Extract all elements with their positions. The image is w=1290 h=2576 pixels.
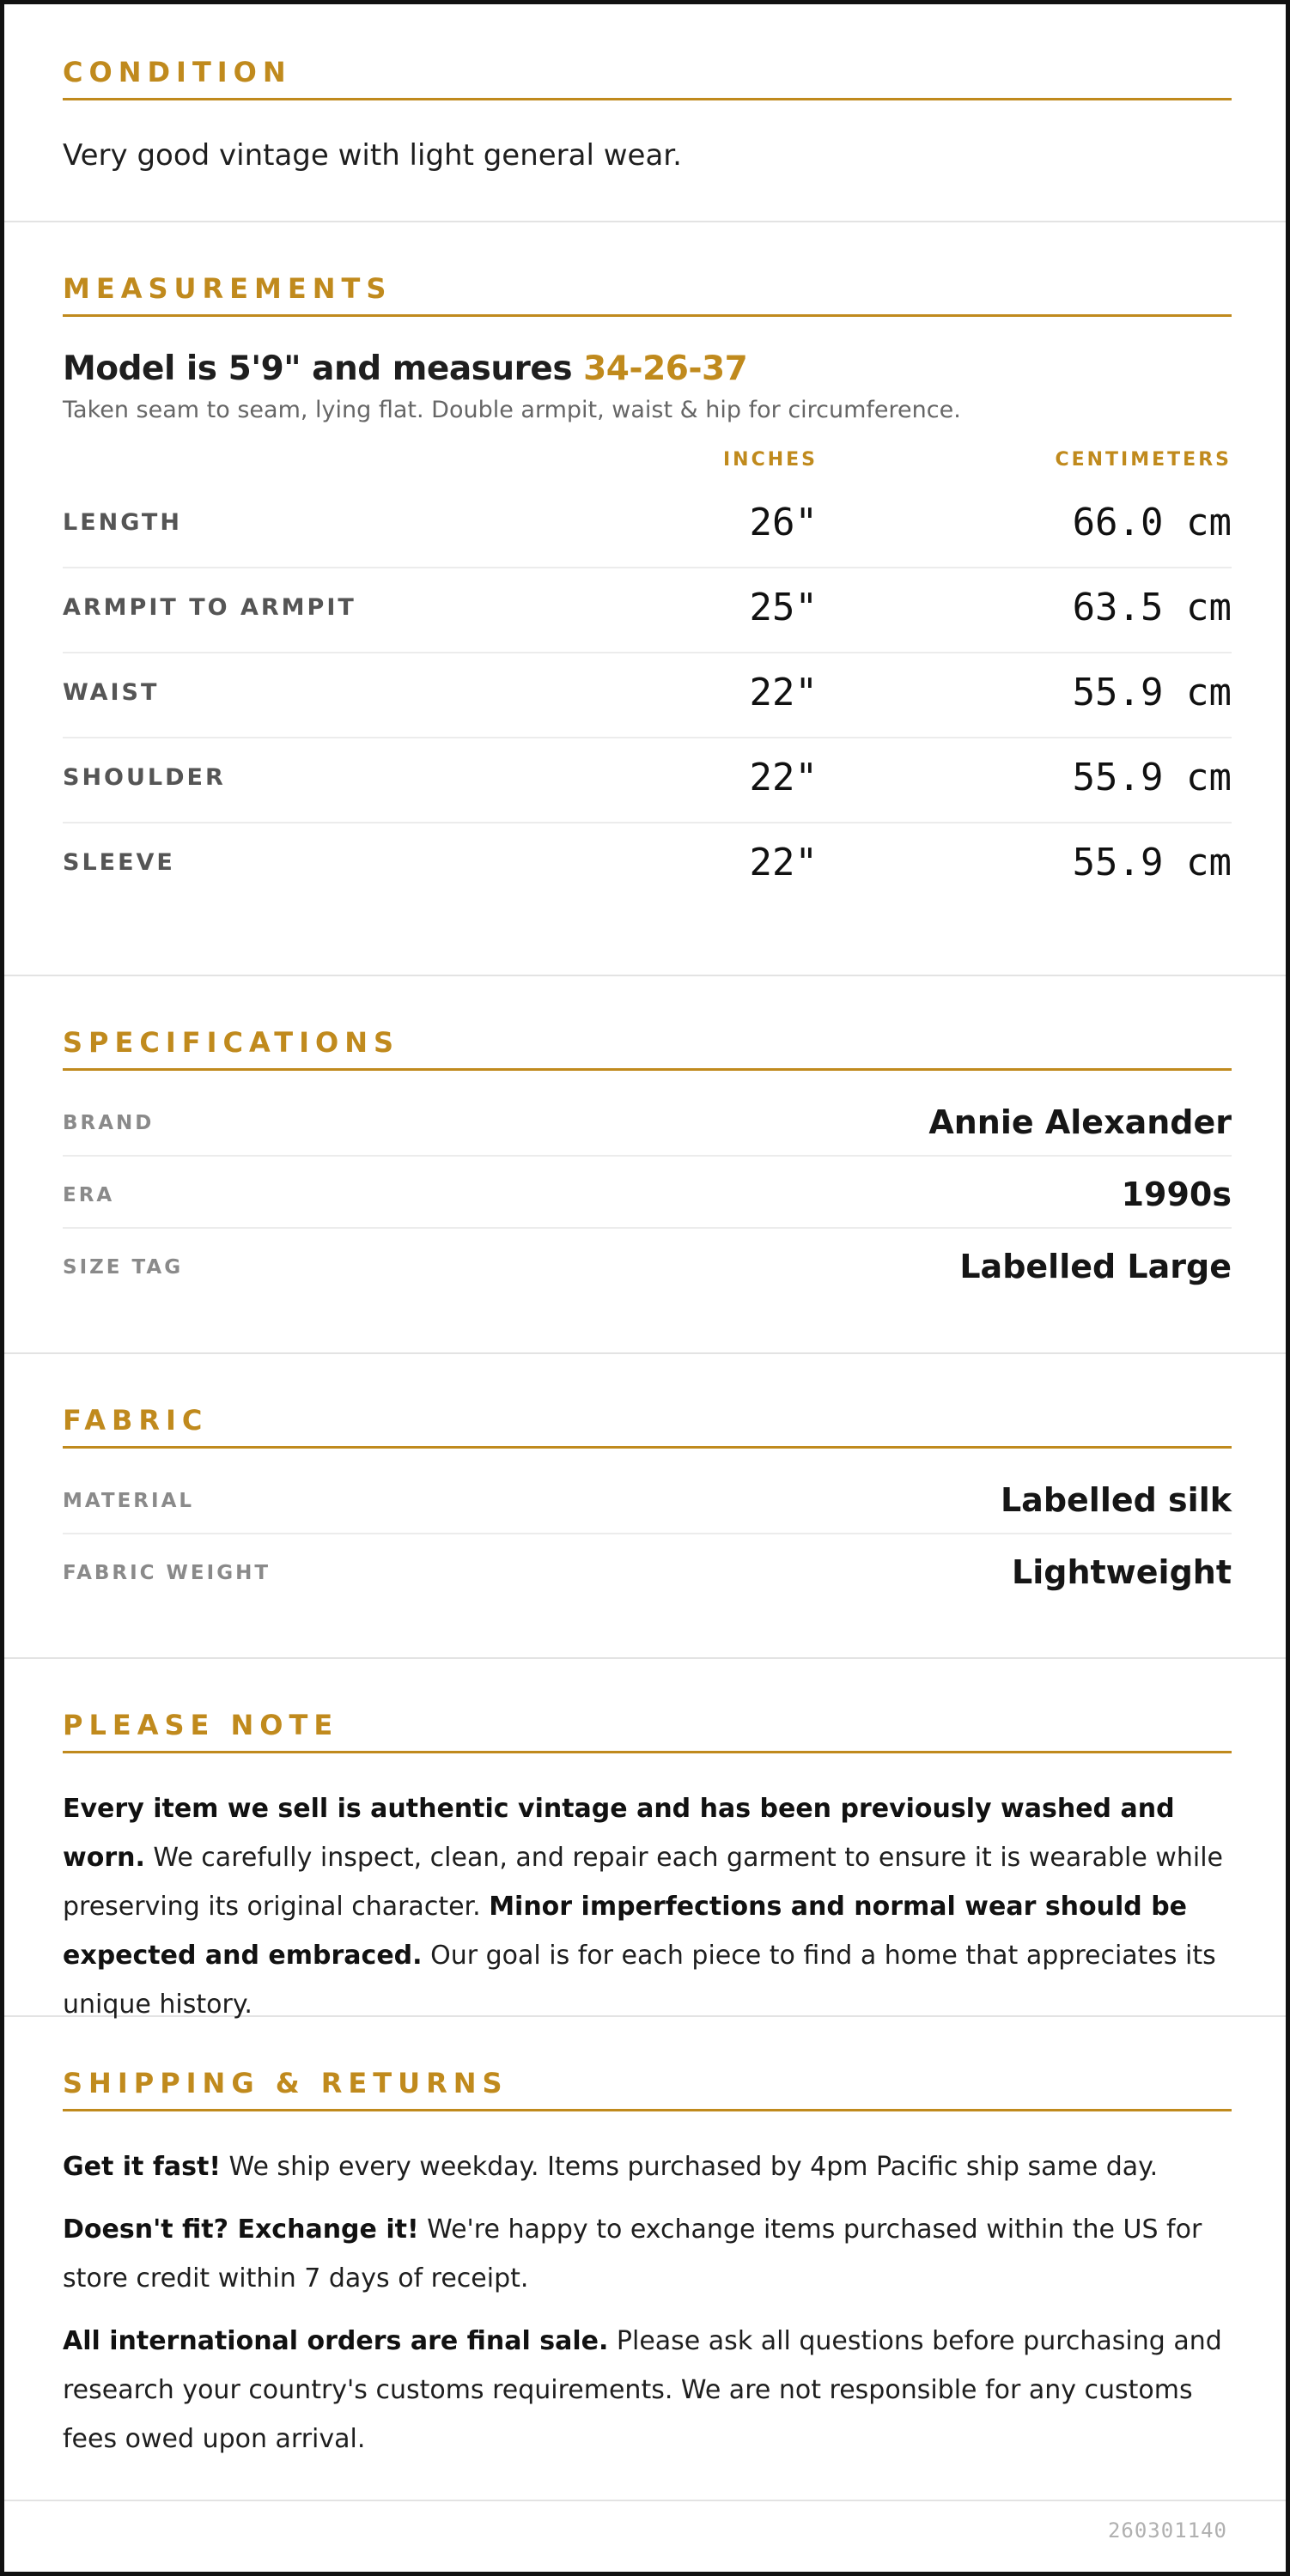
fabric-value: Lightweight [1012, 1553, 1232, 1591]
shipping-heading: SHIPPING & RETURNS [63, 2063, 1232, 2111]
measurement-row [63, 738, 1232, 823]
measurement-cm: 55.9 cm [1072, 670, 1232, 714]
spec-value: Labelled Large [959, 1248, 1232, 1285]
measurement-inches: 22" [749, 670, 818, 714]
measurement-row [63, 653, 1232, 738]
measurement-label: WAIST [63, 678, 160, 706]
fabric-row [63, 1534, 1232, 1607]
measurement-inches: 22" [749, 840, 818, 884]
spec-key: SIZE TAG [63, 1256, 184, 1279]
measurement-cm: 66.0 cm [1072, 500, 1232, 544]
note-bold-2: Minor imperfections and normal wear should be expected and embraced. [63, 1892, 1188, 1971]
note-text-1: We carefully inspect, clean, and repair each garment to ensure it is wearable while preserving its original character. [63, 1843, 1223, 1922]
item-code: 260301140 [1107, 2518, 1227, 2543]
measurement-row [63, 483, 1232, 568]
fabric-value: Labelled silk [1000, 1481, 1232, 1519]
spec-row [63, 1229, 1232, 1301]
please-note-text [63, 1784, 1232, 2029]
measurement-row [63, 823, 1232, 908]
specifications-heading: SPECIFICATIONS [63, 1023, 1232, 1071]
fabric-list [63, 1462, 1232, 1607]
fabric-row [63, 1462, 1232, 1534]
fabric-heading: FABRIC [63, 1400, 1232, 1449]
exchange-text: We're happy to exchange items purchased within the US for store credit within 7 days of receipt. [63, 2215, 1202, 2293]
measurements-section [4, 222, 1286, 976]
measurement-cm: 55.9 cm [1072, 755, 1232, 799]
spec-key: BRAND [63, 1112, 155, 1134]
exchange-bold: Doesn't fit? Exchange it! [63, 2215, 419, 2245]
measurement-label: SHOULDER [63, 763, 226, 791]
spec-value: Annie Alexander [928, 1103, 1232, 1141]
model-measurements [63, 349, 1232, 390]
please-note-section [4, 1659, 1286, 2020]
inches-column-header: INCHES [722, 448, 818, 471]
measurement-table [63, 483, 1232, 908]
condition-text: Very good vintage with light general wear. [63, 138, 682, 173]
measurement-inches: 22" [749, 755, 818, 799]
exchange-paragraph [63, 2205, 1232, 2303]
international-bold: All international orders are final sale. [63, 2326, 609, 2356]
measurement-cm: 63.5 cm [1072, 585, 1232, 629]
spec-row [63, 1084, 1232, 1157]
shipping-returns-section [4, 2017, 1286, 2501]
spec-key: ERA [63, 1184, 115, 1206]
specifications-section [4, 976, 1286, 1354]
measurement-label: SLEEVE [63, 848, 175, 876]
shipping-text: We ship every weekday. Items purchased by 4pm Pacific ship same day. [221, 2152, 1159, 2182]
measurements-subtitle: Taken seam to seam, lying flat. Double armpit, waist & hip for circumference. [63, 396, 961, 423]
condition-heading: CONDITION [63, 52, 1232, 100]
fabric-key: FABRIC WEIGHT [63, 1562, 271, 1584]
model-prefix: Model is 5'9" and measures [63, 349, 573, 388]
measurement-label: LENGTH [63, 508, 182, 536]
shipping-bold: Get it fast! [63, 2152, 221, 2182]
note-bold-1: Every item we sell is authentic vintage and has been previously washed and worn. [63, 1794, 1175, 1873]
measurement-inches: 26" [749, 500, 818, 544]
international-text: Please ask all questions before purchasing and research your country's customs requirements. We are not responsible for any customs fees owed upon arrival. [63, 2326, 1222, 2454]
note-text-2: Our goal is for each piece to find a home that appreciates its unique history. [63, 1941, 1216, 2020]
measurement-column-headers [63, 449, 1232, 483]
fabric-section [4, 1354, 1286, 1659]
shipping-paragraph [63, 2142, 1232, 2191]
fabric-key: MATERIAL [63, 1490, 195, 1512]
condition-section [4, 4, 1286, 222]
specifications-list [63, 1084, 1232, 1301]
measurement-row [63, 568, 1232, 653]
spec-row [63, 1157, 1232, 1229]
international-paragraph [63, 2317, 1232, 2464]
model-measure-value: 34-26-37 [583, 349, 748, 388]
measurement-label: ARMPIT TO ARMPIT [63, 593, 356, 621]
spec-value: 1990s [1121, 1176, 1232, 1213]
measurement-cm: 55.9 cm [1072, 840, 1232, 884]
measurements-heading: MEASUREMENTS [63, 269, 1232, 317]
measurement-inches: 25" [749, 585, 818, 629]
centimeters-column-header: CENTIMETERS [1055, 448, 1232, 471]
please-note-heading: PLEASE NOTE [63, 1705, 1232, 1753]
